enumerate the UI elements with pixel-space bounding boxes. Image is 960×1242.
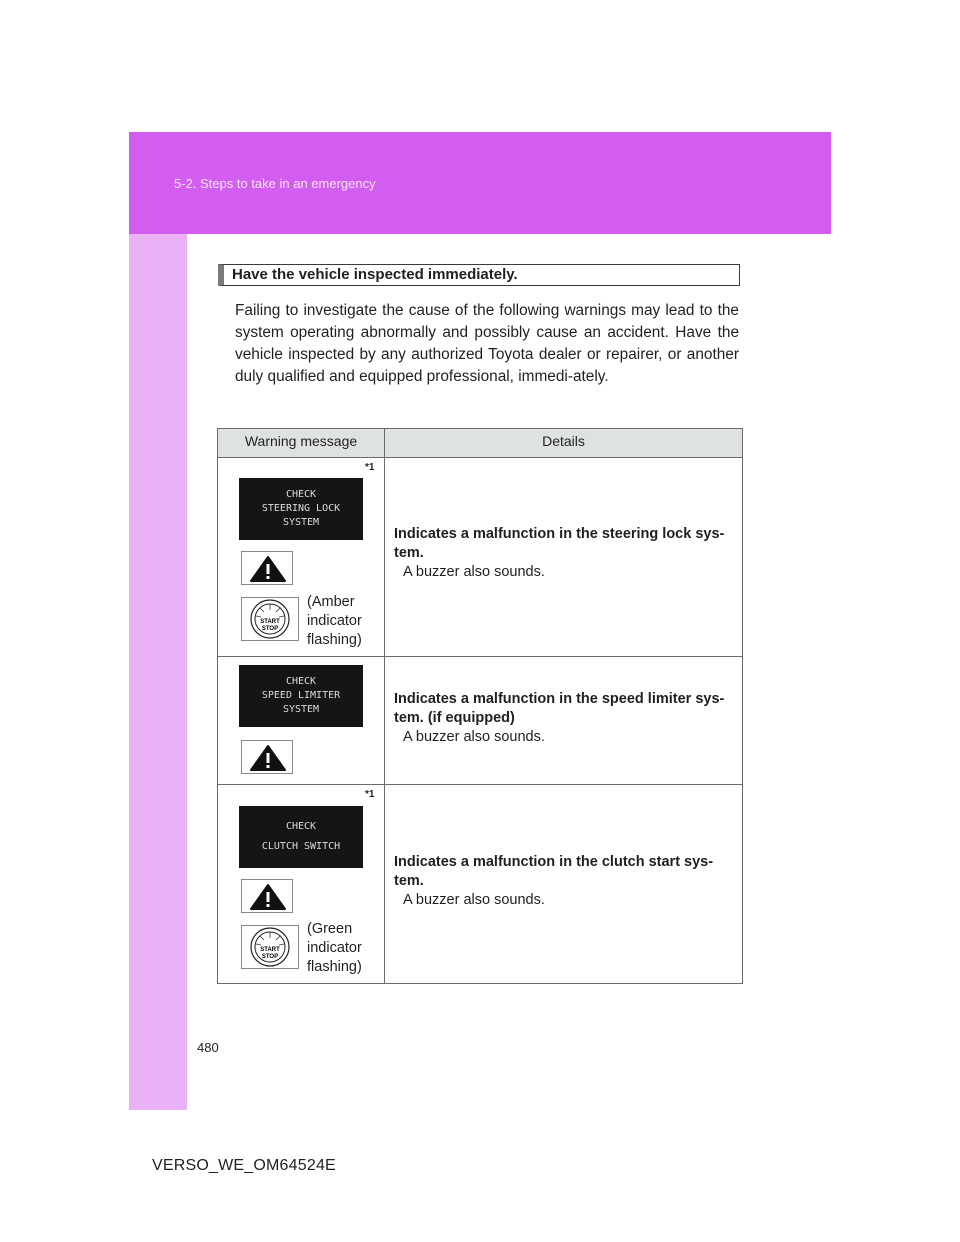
detail-sub: A buzzer also sounds. bbox=[403, 564, 545, 580]
lcd-line: CHECK bbox=[285, 489, 317, 500]
header-warning-message: Warning message bbox=[244, 433, 358, 449]
lcd-line: SPEED LIMITER bbox=[261, 690, 341, 701]
start-stop-icon bbox=[241, 597, 299, 641]
lcd-message bbox=[239, 478, 363, 540]
warning-triangle-icon bbox=[241, 879, 293, 913]
indicator-note: (Green indicator flashing) bbox=[307, 921, 362, 975]
header-details: Details bbox=[542, 433, 585, 449]
detail-text bbox=[394, 690, 734, 747]
lcd-line: CLUTCH SWITCH bbox=[261, 841, 341, 852]
detail-main: Indicates a malfunction in the speed limiter sys-tem. (if equipped) bbox=[394, 691, 725, 726]
row-divider bbox=[218, 784, 742, 785]
detail-text bbox=[394, 525, 734, 582]
detail-main: Indicates a malfunction in the steering lock sys-tem. bbox=[394, 526, 725, 561]
section-title: 5-2. Steps to take in an emergency bbox=[174, 176, 376, 191]
document-code: VERSO_WE_OM64524E bbox=[152, 1157, 336, 1174]
warning-table bbox=[217, 428, 743, 984]
table-header bbox=[218, 429, 742, 458]
detail-main: Indicates a malfunction in the clutch start sys-tem. bbox=[394, 854, 714, 889]
start-label: START bbox=[260, 619, 280, 625]
lcd-line: CHECK bbox=[285, 821, 317, 832]
stop-label: STOP bbox=[261, 626, 279, 632]
lcd-line: STEERING LOCK bbox=[261, 503, 341, 514]
detail-sub: A buzzer also sounds. bbox=[403, 729, 545, 745]
lcd-line: CHECK bbox=[285, 676, 317, 687]
lcd-message bbox=[239, 806, 363, 868]
detail-text bbox=[394, 853, 734, 910]
page-number: 480 bbox=[197, 1040, 219, 1055]
detail-sub: A buzzer also sounds. bbox=[403, 892, 545, 908]
side-band bbox=[129, 234, 187, 1110]
warning-triangle-icon bbox=[241, 740, 293, 774]
intro-paragraph: Failing to investigate the cause of the following warnings may lead to the system operating abnormally and possibly cause an accident. Have the vehicle inspected by any authorized Toyota dealer or repairer, or another duly qualified and equipped professional, immedi-ately. bbox=[235, 302, 739, 385]
start-stop-icon bbox=[241, 925, 299, 969]
stop-label: STOP bbox=[261, 954, 279, 960]
column-divider bbox=[384, 429, 385, 983]
row-divider bbox=[218, 656, 742, 657]
section-heading: Have the vehicle inspected immediately. bbox=[218, 264, 740, 286]
warning-triangle-icon bbox=[241, 551, 293, 585]
lcd-message bbox=[239, 665, 363, 727]
indicator-note: (Amber indicator flashing) bbox=[307, 594, 362, 648]
footnote-marker: *1 bbox=[365, 462, 375, 473]
start-label: START bbox=[260, 947, 280, 953]
lcd-line: SYSTEM bbox=[282, 517, 320, 528]
footnote-marker: *1 bbox=[365, 789, 375, 800]
lcd-line: SYSTEM bbox=[282, 704, 320, 715]
